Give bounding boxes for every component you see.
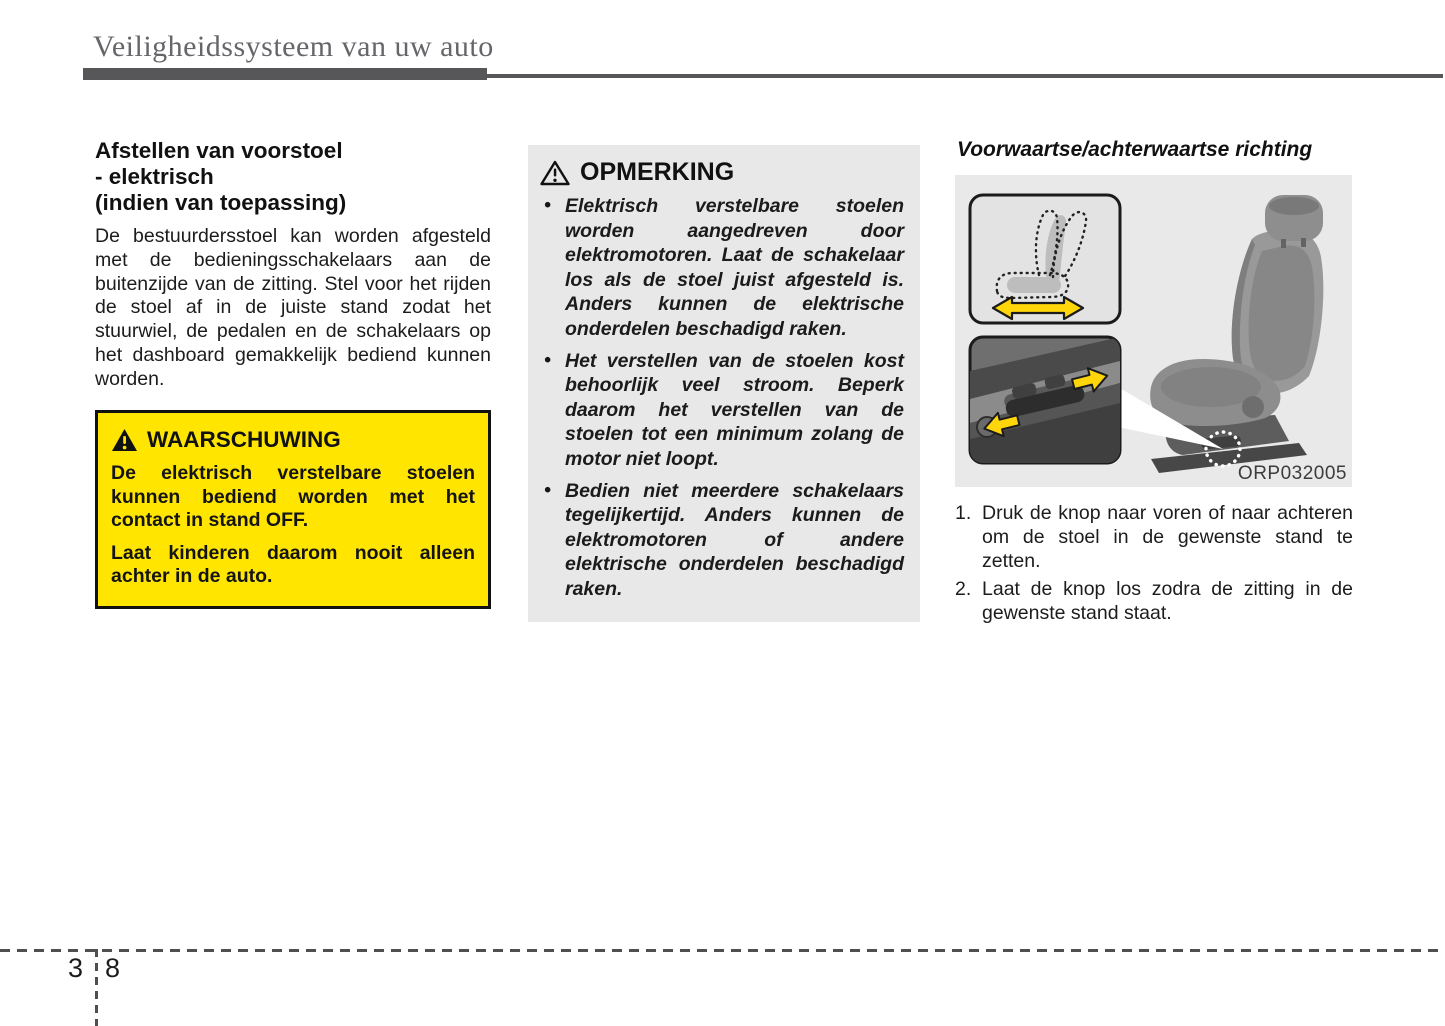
footer-dashed-divider	[95, 949, 98, 1026]
note-title-text: OPMERKING	[580, 158, 735, 186]
header-rule-thick	[83, 68, 487, 80]
section-heading	[95, 138, 491, 216]
step-item	[955, 577, 1353, 625]
note-box	[528, 145, 920, 622]
note-bullet-text: Bedien niet meerdere schakelaars tegelijkertijd. Anders kunnen de elektromotoren of andere elektrische onderdelen beschadigd raken.	[565, 479, 904, 600]
bullet-marker: •	[544, 478, 551, 501]
section-heading-line1: Afstellen van voorstoel	[95, 138, 343, 163]
warning-paragraph: De elektrisch verstelbare stoelen kunnen bediend worden met het contact in stand OFF.	[111, 462, 475, 531]
step-number: 1.	[955, 502, 972, 524]
section-body-paragraph: De bestuurdersstoel kan worden afgesteld met de bedieningsschakelaars aan de buitenzijde van de zitting. Stel voor het rijden de stoel af in de juiste stand zodat het stuurwiel, de pedalen en de schakelaars op het dashboard gemakkelijk bediend kunnen worden.	[95, 225, 491, 390]
note-bullet-item	[540, 349, 904, 472]
step-item	[955, 501, 1353, 574]
section-heading-line2: - elektrisch	[95, 164, 214, 189]
warning-title-text: WAARSCHUWING	[147, 427, 341, 452]
note-bullet-item	[540, 479, 904, 602]
note-title-row	[540, 158, 904, 187]
warning-title-row	[111, 427, 475, 453]
warning-box	[95, 410, 491, 609]
bullet-marker: •	[544, 194, 551, 216]
note-bullet-text: Het verstellen van de stoelen kost behoorlijk veel stroom. Beperk daarom het verstellen van de stoelen tot een minimum zolang de motor niet loopt.	[565, 349, 904, 470]
figure-code-label: ORP032005	[1237, 463, 1347, 484]
warning-triangle-filled-icon	[111, 428, 138, 452]
figure-heading: Voorwaartse/achterwaartse richting	[957, 138, 1313, 161]
footer-chapter-number: 3	[68, 953, 84, 983]
warning-triangle-outline-icon	[540, 160, 570, 186]
footer-dashed-rule	[0, 949, 1445, 952]
instruction-steps	[955, 498, 1353, 625]
inset-seat-positions	[970, 195, 1120, 323]
step-number: 2.	[955, 577, 972, 600]
warning-paragraph: Laat kinderen daarom nooit alleen achter in de auto.	[111, 541, 475, 587]
seat-adjustment-figure	[955, 175, 1352, 487]
note-bullet-text: Elektrisch verstelbare stoelen worden aangedreven door elektromotoren. Laat de schakelaar los als de stoel juist afgesteld is. Anders kunnen de elektrische onderdelen beschadigd raken.	[565, 195, 904, 340]
inset-switch-closeup	[970, 337, 1120, 463]
step-text: Druk de knop naar voren of naar achteren om de stoel in de gewenste stand te zetten.	[982, 502, 1353, 573]
page-header-title: Veiligheidssysteem van uw auto	[93, 30, 494, 63]
left-column	[95, 138, 491, 392]
step-text: Laat de knop los zodra de zitting in de gewenste stand staat.	[982, 577, 1353, 624]
header-rule-thin	[487, 74, 1443, 78]
note-bullet-item	[540, 194, 904, 342]
bullet-marker: •	[544, 348, 551, 371]
seat-illustration	[955, 175, 1352, 487]
section-heading-line3: (indien van toepassing)	[95, 190, 347, 215]
footer-page-number: 8	[105, 953, 121, 983]
